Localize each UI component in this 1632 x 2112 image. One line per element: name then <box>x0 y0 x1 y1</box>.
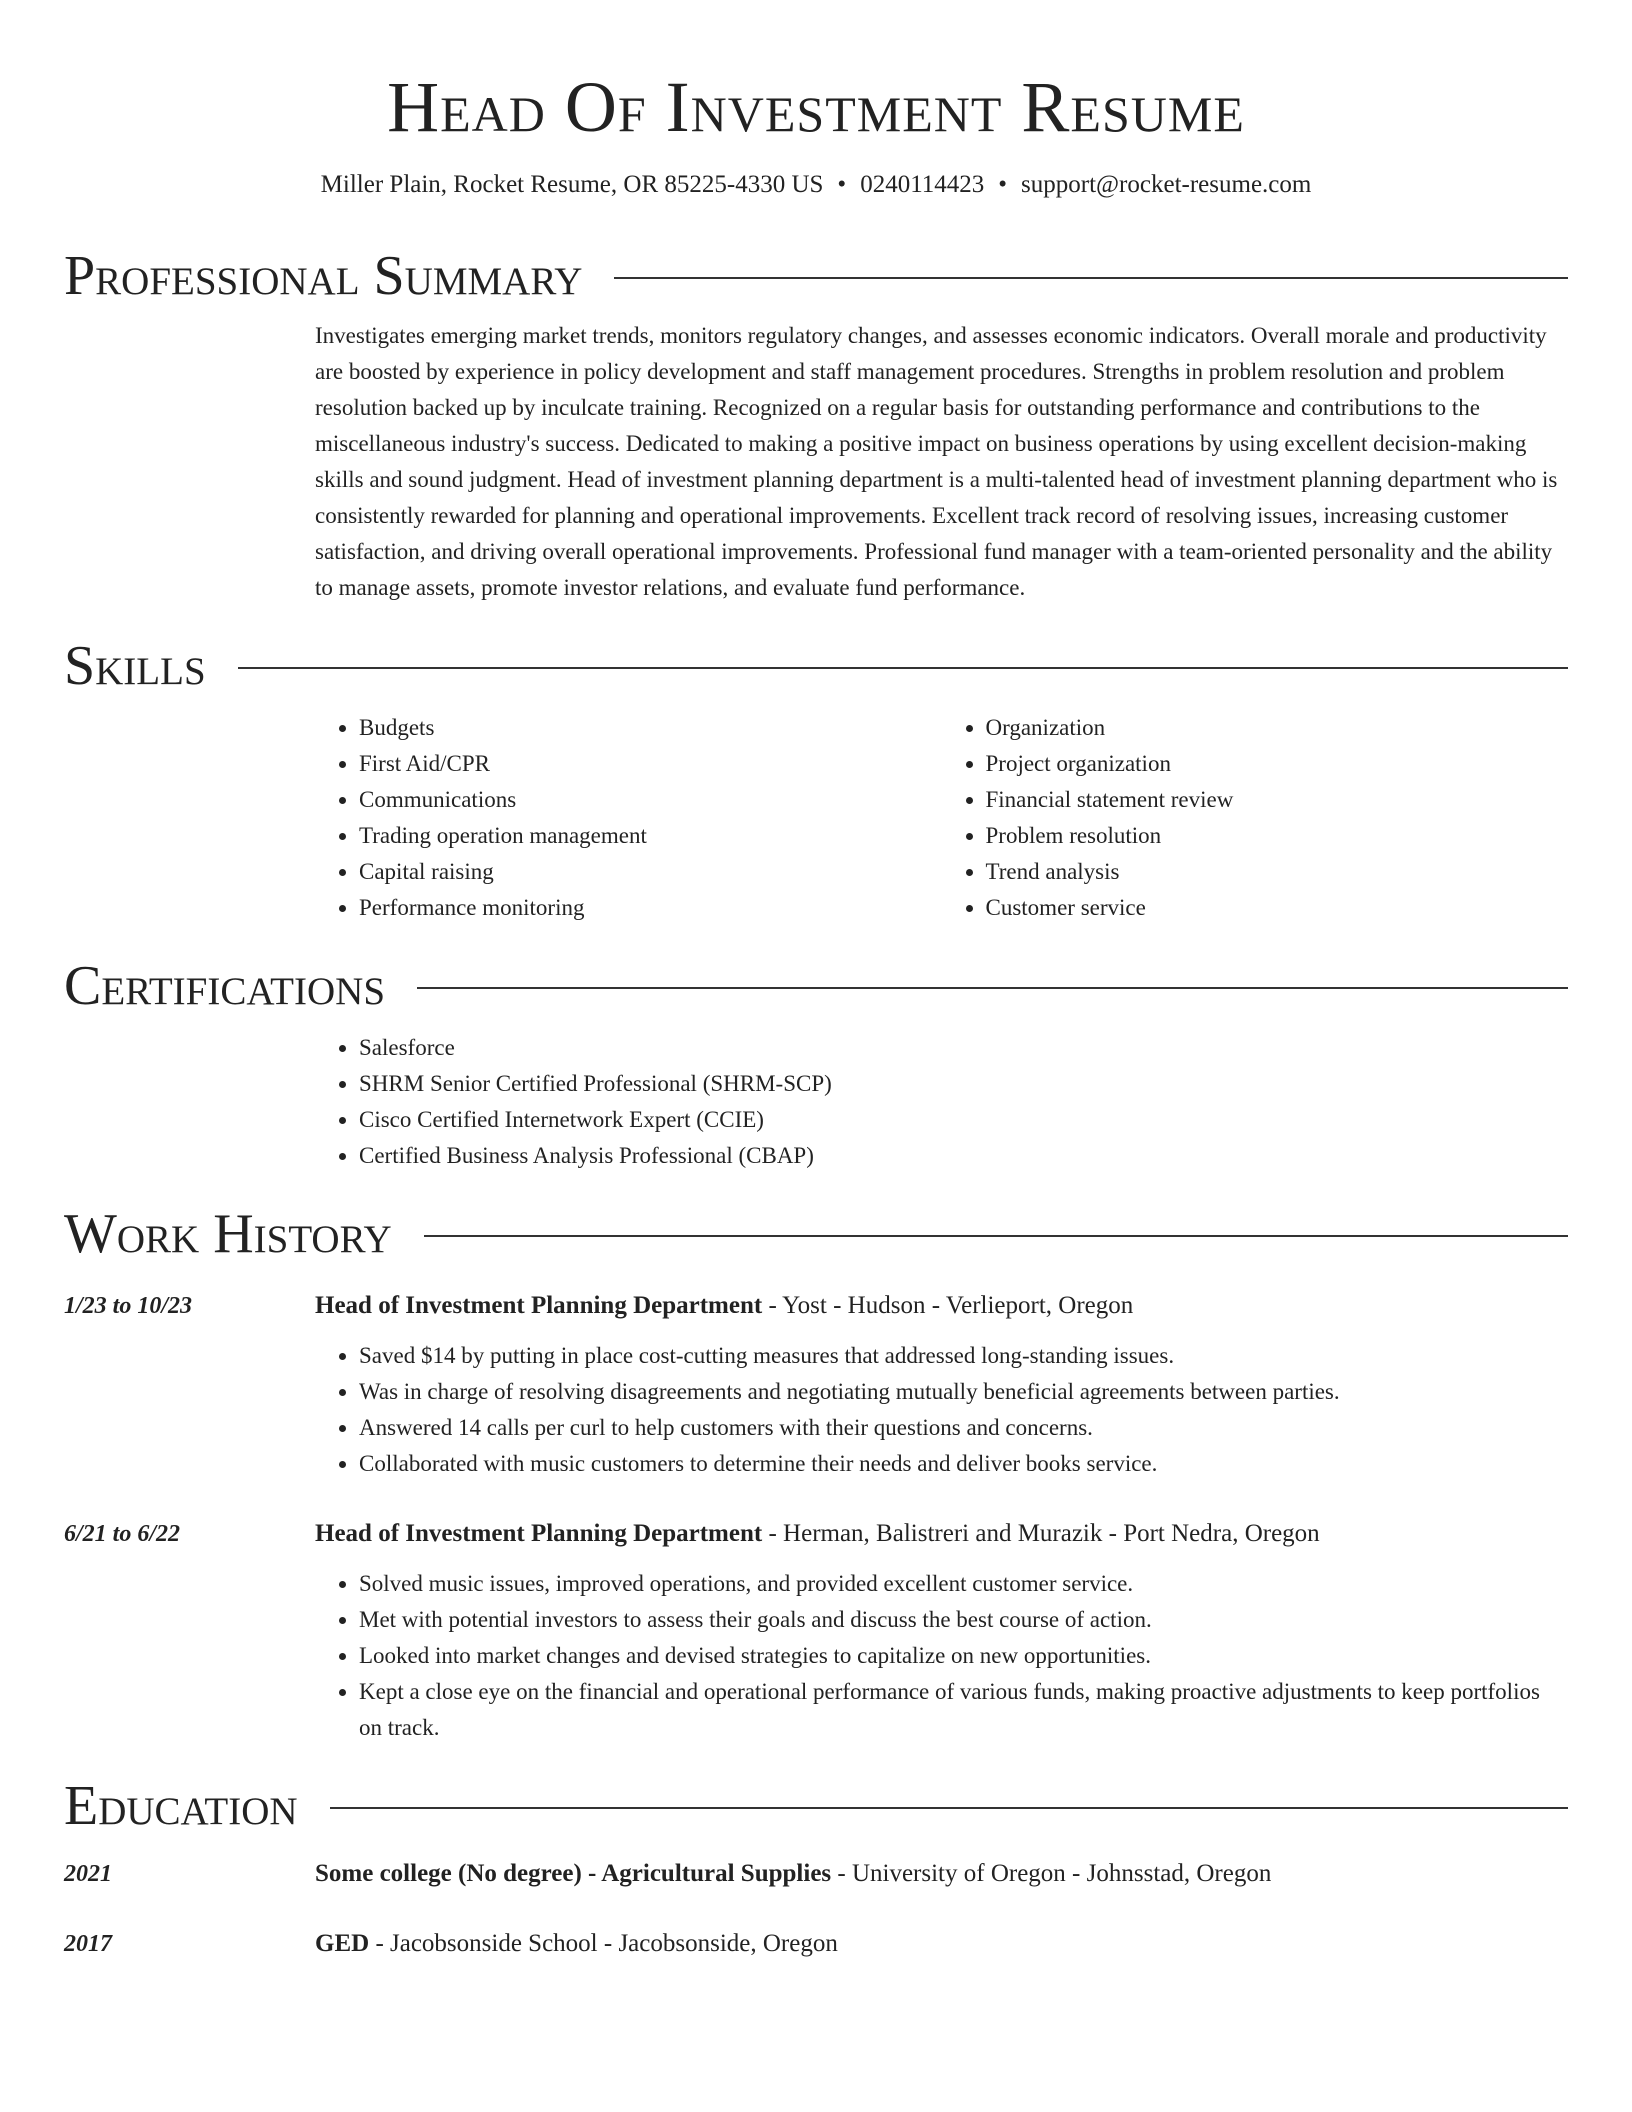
work-bullet: • Saved $14 by putting in place cost-cutting measures that addressed long-standing issues. <box>359 1338 1568 1374</box>
skill-item: • Project organization <box>986 746 1569 782</box>
certifications-section-header <box>64 954 1568 1018</box>
education-details: - Jacobsonside School - Jacobsonside, Oregon <box>369 1930 838 1957</box>
education-degree: Some college (No degree) - Agricultural Supplies <box>315 1860 832 1887</box>
work-bullet: • Collaborated with music customers to determine their needs and deliver books service. <box>359 1446 1568 1482</box>
skills-column-left <box>315 710 942 926</box>
skill-item: • Communications <box>359 782 942 818</box>
skill-item: • Problem resolution <box>986 818 1569 854</box>
certification-item: • Certified Business Analysis Professional (CBAP) <box>359 1138 1568 1174</box>
work-entry <box>64 1516 1568 1552</box>
education-details: - University of Oregon - Johnsstad, Oregon <box>831 1860 1272 1887</box>
work-bullet: • Was in charge of resolving disagreements and negotiating mutually beneficial agreements between parties. <box>359 1374 1568 1410</box>
work-role: Head of Investment Planning Department <box>315 1520 763 1547</box>
skills-section-header <box>64 634 1568 698</box>
education-entry <box>64 1926 1568 1962</box>
skill-item: • Capital raising <box>359 854 942 890</box>
skill-item: • Organization <box>986 710 1569 746</box>
education-entry <box>64 1856 1568 1892</box>
education-heading <box>315 1856 1568 1892</box>
contact-email: support@rocket-resume.com <box>1021 171 1312 198</box>
work-heading <box>315 1288 1568 1324</box>
skill-item: • Trading operation management <box>359 818 942 854</box>
section-divider <box>417 987 1568 989</box>
work-bullet: • Looked into market changes and devised strategies to capitalize on new opportunities. <box>359 1638 1568 1674</box>
summary-section-body <box>315 318 1568 606</box>
education-section-title: Education <box>64 1775 298 1837</box>
work-bullet: • Answered 14 calls per curl to help customers with their questions and concerns. <box>359 1410 1568 1446</box>
work-bullet: • Kept a close eye on the financial and operational performance of various funds, making proactive adjustments to keep portfolios on track. <box>359 1674 1568 1746</box>
skill-item: • Performance monitoring <box>359 890 942 926</box>
summary-text: Investigates emerging market trends, monitors regulatory changes, and assesses economic indicators. Overall morale and productivity are boosted by experience in policy development and staff management procedures. Strengths in problem resolution and problem resolution backed up by inculcate training. Recognized on a regular basis for outstanding performance and contributions to the miscellaneous industry's success. Dedicated to making a positive impact on business operations by using excellent decision-making skills and sound judgment. Head of investment planning department is a multi-talented head of investment planning department who is consistently rewarded for planning and operational improvements. Excellent track record of resolving issues, increasing customer satisfaction, and driving overall operational improvements. Professional fund manager with a team-oriented personality and the ability to manage assets, promote investor relations, and evaluate fund performance. <box>315 323 1558 600</box>
summary-section-header <box>64 244 1568 308</box>
work-dates: 6/21 to 6/22 <box>64 1521 181 1547</box>
work-dates: 1/23 to 10/23 <box>64 1293 193 1319</box>
resume-title: Head Of Investment Resume <box>387 67 1245 147</box>
certifications-list <box>315 1030 1568 1174</box>
work-details: - Yost - Hudson - Verlieport, Oregon <box>762 1292 1134 1319</box>
skill-item: • Customer service <box>986 890 1569 926</box>
skills-column-right <box>942 710 1569 926</box>
section-divider <box>238 667 1568 669</box>
work-role: Head of Investment Planning Department <box>315 1292 763 1319</box>
contact-address: Miller Plain, Rocket Resume, OR 85225-4330 US <box>320 171 824 198</box>
summary-section-title: Professional Summary <box>64 245 583 307</box>
work-details: - Herman, Balistreri and Murazik - Port Nedra, Oregon <box>762 1520 1320 1547</box>
skill-item: • Trend analysis <box>986 854 1569 890</box>
certification-item: • Cisco Certified Internetwork Expert (CCIE) <box>359 1102 1568 1138</box>
contact-line <box>64 168 1568 202</box>
skill-item: • Financial statement review <box>986 782 1569 818</box>
education-section-header <box>64 1774 1568 1838</box>
skills-list <box>315 710 1568 926</box>
work-section-header <box>64 1202 1568 1266</box>
work-heading <box>315 1516 1568 1552</box>
section-divider <box>330 1807 1568 1809</box>
work-bullets <box>315 1338 1568 1482</box>
education-year: 2021 <box>64 1861 112 1887</box>
certification-item: • SHRM Senior Certified Professional (SHRM-SCP) <box>359 1066 1568 1102</box>
contact-separator: • <box>837 171 847 198</box>
work-section-title: Work History <box>64 1203 392 1265</box>
skills-section-title: Skills <box>64 635 206 697</box>
work-bullet: • Solved music issues, improved operations, and provided excellent customer service. <box>359 1566 1568 1602</box>
resume-page <box>64 0 1568 1962</box>
education-year: 2017 <box>64 1931 112 1957</box>
skill-item: • Budgets <box>359 710 942 746</box>
section-divider <box>424 1235 1568 1237</box>
contact-separator: • <box>998 171 1008 198</box>
work-entry <box>64 1288 1568 1324</box>
section-divider <box>614 277 1568 279</box>
work-bullets <box>315 1566 1568 1746</box>
education-degree: GED <box>315 1930 370 1957</box>
education-heading <box>315 1926 1568 1962</box>
work-bullet: • Met with potential investors to assess their goals and discuss the best course of action. <box>359 1602 1568 1638</box>
skill-item: • First Aid/CPR <box>359 746 942 782</box>
certification-item: • Salesforce <box>359 1030 1568 1066</box>
contact-phone: 0240114423 <box>860 171 985 198</box>
certifications-section-title: Certifications <box>64 955 386 1017</box>
